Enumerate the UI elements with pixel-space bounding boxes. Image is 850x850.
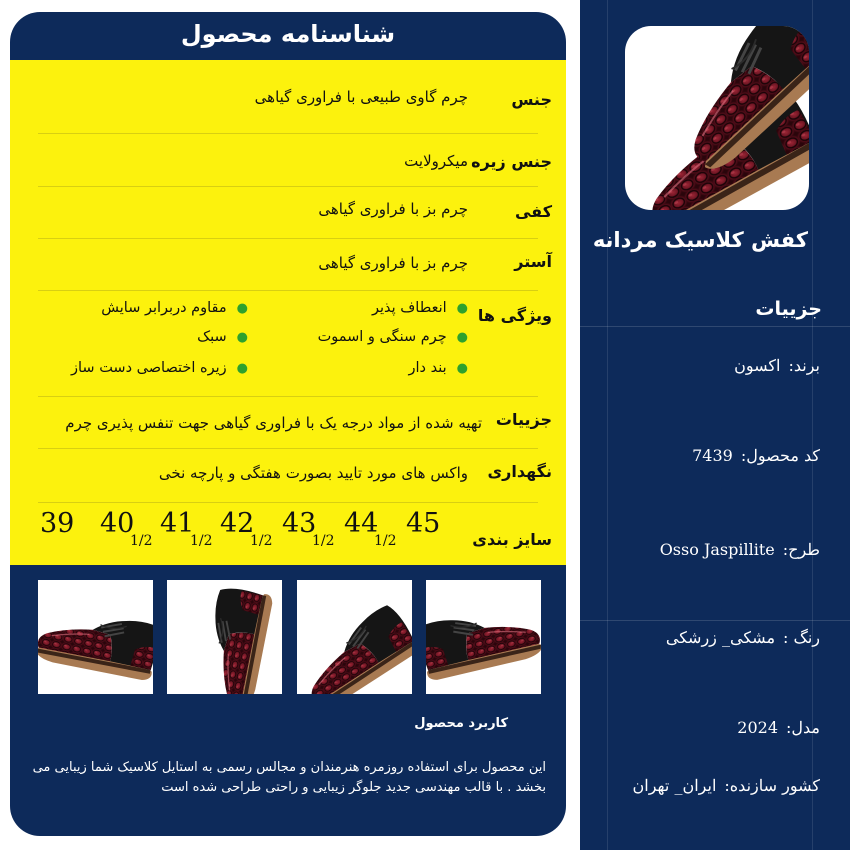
shoe-front-image — [426, 580, 541, 694]
details-value: تهیه شده از مواد درجه یک با فراوری گیاهی جهت تنفس پذیری چرم — [65, 414, 482, 432]
divider — [38, 396, 538, 397]
material-value: چرم گاوی طبیعی با فراوری گیاهی — [254, 88, 468, 106]
divider — [38, 448, 538, 449]
product-title: کفش کلاسیک مردانه — [592, 228, 808, 252]
color-value: مشکی_ زرشکی — [665, 628, 776, 647]
shoe-side-image — [38, 580, 153, 694]
size-option[interactable]: 39 — [40, 508, 75, 539]
insole-label: کفی — [514, 202, 552, 221]
lining-label: آستر — [514, 252, 552, 271]
country-label: کشور سازنده: — [724, 776, 820, 795]
insole-value: چرم بز با فراوری گیاهی — [318, 200, 468, 218]
product-spec-card — [10, 12, 566, 836]
divider — [38, 290, 538, 291]
code-row — [692, 446, 820, 465]
care-label: نگهداری — [487, 462, 552, 481]
feature-item: ●چرم سنگی و اسموت — [317, 329, 468, 345]
shoe-top-image — [167, 580, 282, 694]
bullet-icon: ● — [456, 330, 468, 345]
country-value: ایران_ تهران — [632, 776, 717, 795]
bullet-icon: ● — [456, 301, 468, 316]
details-heading: جزییات — [755, 298, 822, 320]
divider — [580, 620, 850, 621]
sizes-label: سایز بندی — [472, 530, 552, 549]
size-option[interactable]: 44 — [344, 508, 379, 539]
shoe-sole-image — [297, 580, 412, 694]
model-label: مدل: — [786, 718, 820, 737]
usage-heading: کاربرد محصول — [414, 716, 508, 731]
size-half-mark: 1/2 — [250, 533, 273, 549]
brand-row — [734, 356, 820, 375]
divider — [580, 326, 850, 327]
color-row — [666, 628, 820, 647]
feature-item: ●انعطاف پذیر — [371, 300, 468, 316]
feature-item: ●سبک — [197, 329, 248, 345]
feature-item: ●بند دار — [408, 360, 468, 376]
bullet-icon: ● — [236, 330, 248, 345]
gallery-photo-side[interactable] — [38, 580, 153, 694]
divider — [38, 186, 538, 187]
sole-value: میکرولایت — [404, 152, 468, 170]
divider — [38, 133, 538, 134]
spec-title: شناسنامه محصول — [180, 20, 396, 48]
spec-table — [10, 60, 566, 565]
details-label: جزییات — [495, 410, 552, 429]
color-label: رنگ : — [783, 628, 820, 647]
features-label: ویژگی ها — [477, 306, 552, 325]
gallery-photo-front[interactable] — [426, 580, 541, 694]
size-half-mark: 1/2 — [130, 533, 153, 549]
divider — [38, 502, 538, 503]
size-half-mark: 1/2 — [190, 533, 213, 549]
feature-item: ●زیره اختصاصی دست ساز — [71, 360, 248, 376]
size-half-mark: 1/2 — [374, 533, 397, 549]
design-row — [660, 540, 820, 559]
usage-text: این محصول برای استفاده روزمره هنرمندان و مجالس رسمی به استایل کلاسیک شما زیبایی می بخشد . با قالب مهندسی جدید جلوگر زیبایی و راحتی طراحی شده است — [32, 760, 546, 795]
country-row — [633, 776, 820, 795]
size-half-mark: 1/2 — [312, 533, 335, 549]
shoe-pair-image — [625, 26, 809, 210]
care-value: واکس های مورد تایید بصورت هفتگی و پارچه نخی — [158, 464, 468, 482]
size-option[interactable]: 42 — [220, 508, 255, 539]
code-label: کد محصول: — [740, 446, 820, 465]
design-value: Osso Jaspillite — [659, 540, 775, 559]
bullet-icon: ● — [236, 361, 248, 376]
sole-label: جنس زیره — [471, 152, 552, 171]
gallery-photo-top[interactable] — [167, 580, 282, 694]
feature-item: ●مقاوم دربرابر سایش — [101, 300, 248, 316]
size-option[interactable]: 43 — [282, 508, 317, 539]
gallery-photo-sole[interactable] — [297, 580, 412, 694]
brand-value: اکسون — [734, 356, 781, 375]
product-thumbnail[interactable] — [625, 26, 809, 210]
model-value: 2024 — [737, 718, 779, 737]
brand-label: برند: — [788, 356, 820, 375]
material-label: جنس — [511, 90, 552, 109]
size-option[interactable]: 40 — [100, 508, 135, 539]
bullet-icon: ● — [236, 301, 248, 316]
model-row — [737, 718, 820, 737]
code-value: 7439 — [692, 446, 733, 465]
bullet-icon: ● — [456, 361, 468, 376]
size-option[interactable]: 45 — [406, 508, 441, 539]
lining-value: چرم بز با فراوری گیاهی — [318, 254, 468, 272]
product-info-panel — [580, 0, 850, 850]
design-label: طرح: — [782, 540, 820, 559]
divider — [38, 238, 538, 239]
size-option[interactable]: 41 — [160, 508, 195, 539]
